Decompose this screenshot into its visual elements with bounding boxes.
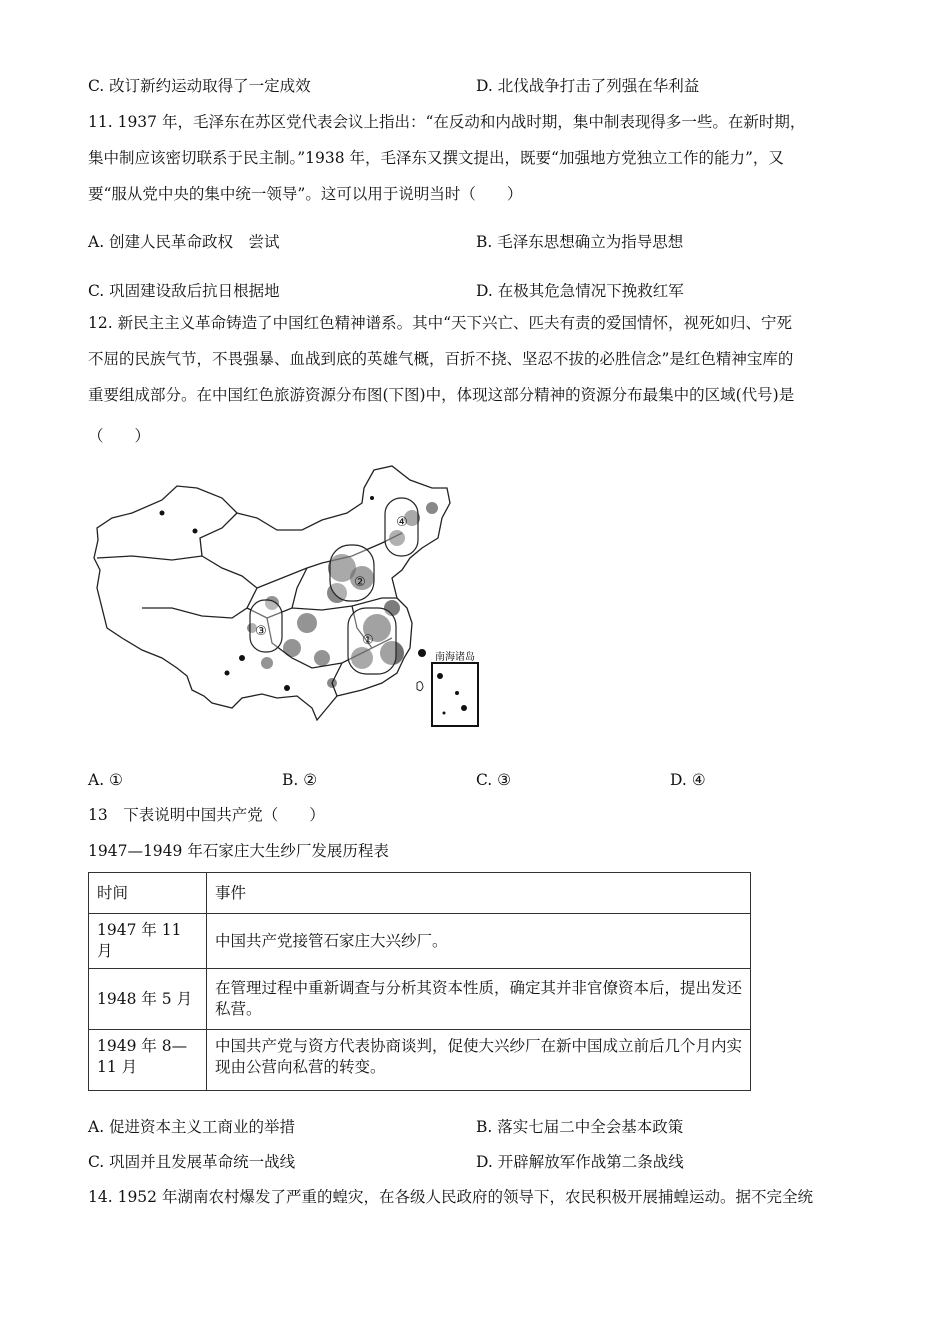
region-2-outline xyxy=(330,545,374,601)
table-row xyxy=(89,969,751,1030)
q12-stem-line: 12. 新民主主义革命铸造了中国红色精神谱系。其中“天下兴亡、匹夫有责的爱国情怀，视死如归、宁死 xyxy=(88,314,793,332)
q11-stem-line: 要“服从党中央的集中统一领导”。这可以用于说明当时（ ） xyxy=(88,185,523,203)
taiwan-outline xyxy=(417,682,423,691)
q11-stem-line: 11. 1937 年，毛泽东在苏区党代表会议上指出：“在反动和内战时期，集中制表现得多一些。在新时期， xyxy=(88,113,806,131)
history-table xyxy=(88,872,751,1091)
q10-option-d: D. 北伐战争打击了列强在华利益 xyxy=(476,77,700,95)
q13-option-c: C. 巩固并且发展革命统一战线 xyxy=(88,1153,296,1171)
q11-option-d: D. 在极其危急情况下挽救红军 xyxy=(476,282,684,300)
q13-stem: 13 下表说明中国共产党（ ） xyxy=(88,806,325,824)
row-time: 1949 年 8—11 月 xyxy=(89,1030,207,1091)
row-time: 1948 年 5 月 xyxy=(89,969,207,1030)
header-time: 时间 xyxy=(89,873,207,914)
region-2-label: ② xyxy=(354,575,366,590)
q12-stem-line: 不屈的民族气节，不畏强暴、血战到底的英雄气概，百折不挠、坚忍不拔的必胜信念”是红色精神宝库的 xyxy=(88,350,794,368)
table-title: 1947—1949 年石家庄大生纱厂发展历程表 xyxy=(88,842,389,860)
q10-option-c: C. 改订新约运动取得了一定成效 xyxy=(88,77,311,95)
row-event: 中国共产党接管石家庄大兴纱厂。 xyxy=(207,914,751,969)
region-3-label: ③ xyxy=(255,624,267,639)
q13-option-d: D. 开辟解放军作战第二条战线 xyxy=(476,1153,684,1171)
q11-option-b: B. 毛泽东思想确立为指导思想 xyxy=(476,233,684,251)
q12-option-a: A. ① xyxy=(88,771,123,789)
row-event: 中国共产党与资方代表协商谈判，促使大兴纱厂在新中国成立前后几个月内实现由公营向私营的转变。 xyxy=(207,1030,751,1091)
q11-option-c: C. 巩固建设敌后抗日根据地 xyxy=(88,282,280,300)
q12-stem-line: 重要组成部分。在中国红色旅游资源分布图(下图)中，体现这部分精神的资源分布最集中的区域(代号)是 xyxy=(88,386,795,404)
q14-stem-line: 14. 1952 年湖南农村爆发了严重的蝗灾，在各级人民政府的领导下，农民积极开展捕蝗运动。据不完全统 xyxy=(88,1188,813,1206)
q12-option-d: D. ④ xyxy=(670,771,706,789)
south-china-sea-inset xyxy=(432,650,478,726)
region-outlines xyxy=(250,498,418,674)
q13-option-b: B. 落实七届二中全会基本政策 xyxy=(476,1118,684,1136)
inset-label: 南海诸岛 xyxy=(435,652,475,663)
q12-stem-line: （ ） xyxy=(88,427,151,445)
table-row xyxy=(89,914,751,969)
q11-option-a: A. 创建人民革命政权 尝试 xyxy=(88,233,280,251)
china-red-tourism-map xyxy=(92,458,484,733)
table-row xyxy=(89,1030,751,1091)
table-header-row xyxy=(89,873,751,914)
row-time: 1947 年 11 月 xyxy=(89,914,207,969)
row-event: 在管理过程中重新调查与分析其资本性质，确定其并非官僚资本后，提出发还私营。 xyxy=(207,969,751,1030)
header-event: 事件 xyxy=(207,873,751,914)
q11-stem-line: 集中制应该密切联系于民主制。”1938 年，毛泽东又撰文提出，既要“加强地方党独立工作的能力”，又 xyxy=(88,149,784,167)
q12-option-c: C. ③ xyxy=(476,771,512,789)
q13-option-a: A. 促进资本主义工商业的举措 xyxy=(88,1118,296,1136)
q12-option-b: B. ② xyxy=(282,771,318,789)
region-4-label: ④ xyxy=(396,515,408,530)
region-1-label: ① xyxy=(362,633,374,648)
